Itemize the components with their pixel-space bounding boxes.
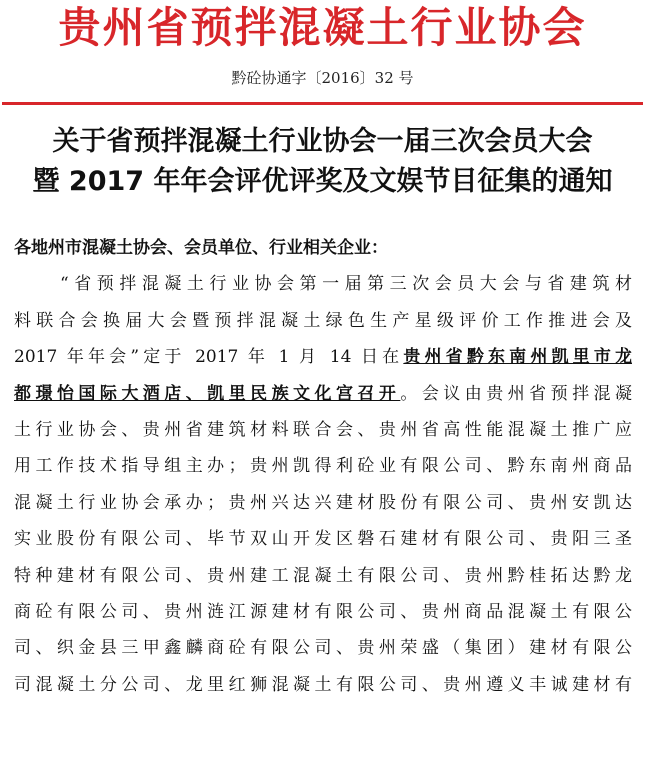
paragraph-line: 商砼有限公司、贵州涟江源建材有限公司、贵州商品混凝土有限公 bbox=[14, 601, 632, 622]
paragraph-line: 司、织金县三甲鑫麟商砼有限公司、贵州荣盛（集团）建材有限公 bbox=[14, 638, 632, 659]
notice-title bbox=[0, 122, 645, 202]
salutation: 各地州市混凝土协会、会员单位、行业相关企业： bbox=[14, 238, 388, 258]
document-number: 黔砼协通字〔2016〕32 号 bbox=[231, 69, 414, 87]
paragraph-line: 料联合会换届大会暨预拌混凝土绿色生产星级评价工作推进会及 bbox=[14, 310, 632, 331]
notice-body bbox=[14, 230, 632, 703]
title-line-1: 关于省预拌混凝土行业协会一届三次会员大会 bbox=[52, 126, 593, 157]
paragraph-line: 司混凝土分公司、龙里红狮混凝土有限公司、贵州遵义丰诚建材有 bbox=[14, 674, 632, 695]
paragraph-line: 特种建材有限公司、贵州建工混凝土有限公司、贵州黔桂拓达黔龙 bbox=[14, 565, 632, 586]
paragraph-text: 。会议由贵州省预拌混凝 bbox=[400, 383, 633, 404]
paragraph-line: 土行业协会、贵州省建筑材料联合会、贵州省高性能混凝土推广应 bbox=[14, 419, 632, 440]
paragraph-line bbox=[14, 376, 632, 412]
letterhead bbox=[0, 0, 645, 58]
paragraph-text: 2017 年年会”定于 2017 年 1 月 14 日在 bbox=[14, 347, 404, 368]
venue-underlined-text: 都璟怡国际大酒店、凯里民族文化宫召开 bbox=[14, 383, 401, 404]
venue-underlined-text: 贵州省黔东南州凯里市龙 bbox=[403, 347, 632, 368]
red-divider-line bbox=[2, 102, 643, 105]
title-line-2: 暨 2017 年年会评优评奖及文娱节目征集的通知 bbox=[32, 166, 613, 197]
paragraph-line: 混凝土行业协会承办；贵州兴达兴建材股份有限公司、贵州安凯达 bbox=[14, 492, 632, 513]
paragraph-line bbox=[14, 339, 632, 375]
paragraph-line: 用工作技术指导组主办；贵州凯得利砼业有限公司、黔东南州商品 bbox=[14, 456, 632, 477]
paragraph-line: “省预拌混凝土行业协会第一届第三次会员大会与省建筑材 bbox=[60, 274, 632, 295]
organization-name: 贵州省预拌混凝土行业协会 bbox=[58, 3, 587, 52]
paragraph-line: 实业股份有限公司、毕节双山开发区磐石建材有限公司、贵阳三圣 bbox=[14, 529, 632, 550]
